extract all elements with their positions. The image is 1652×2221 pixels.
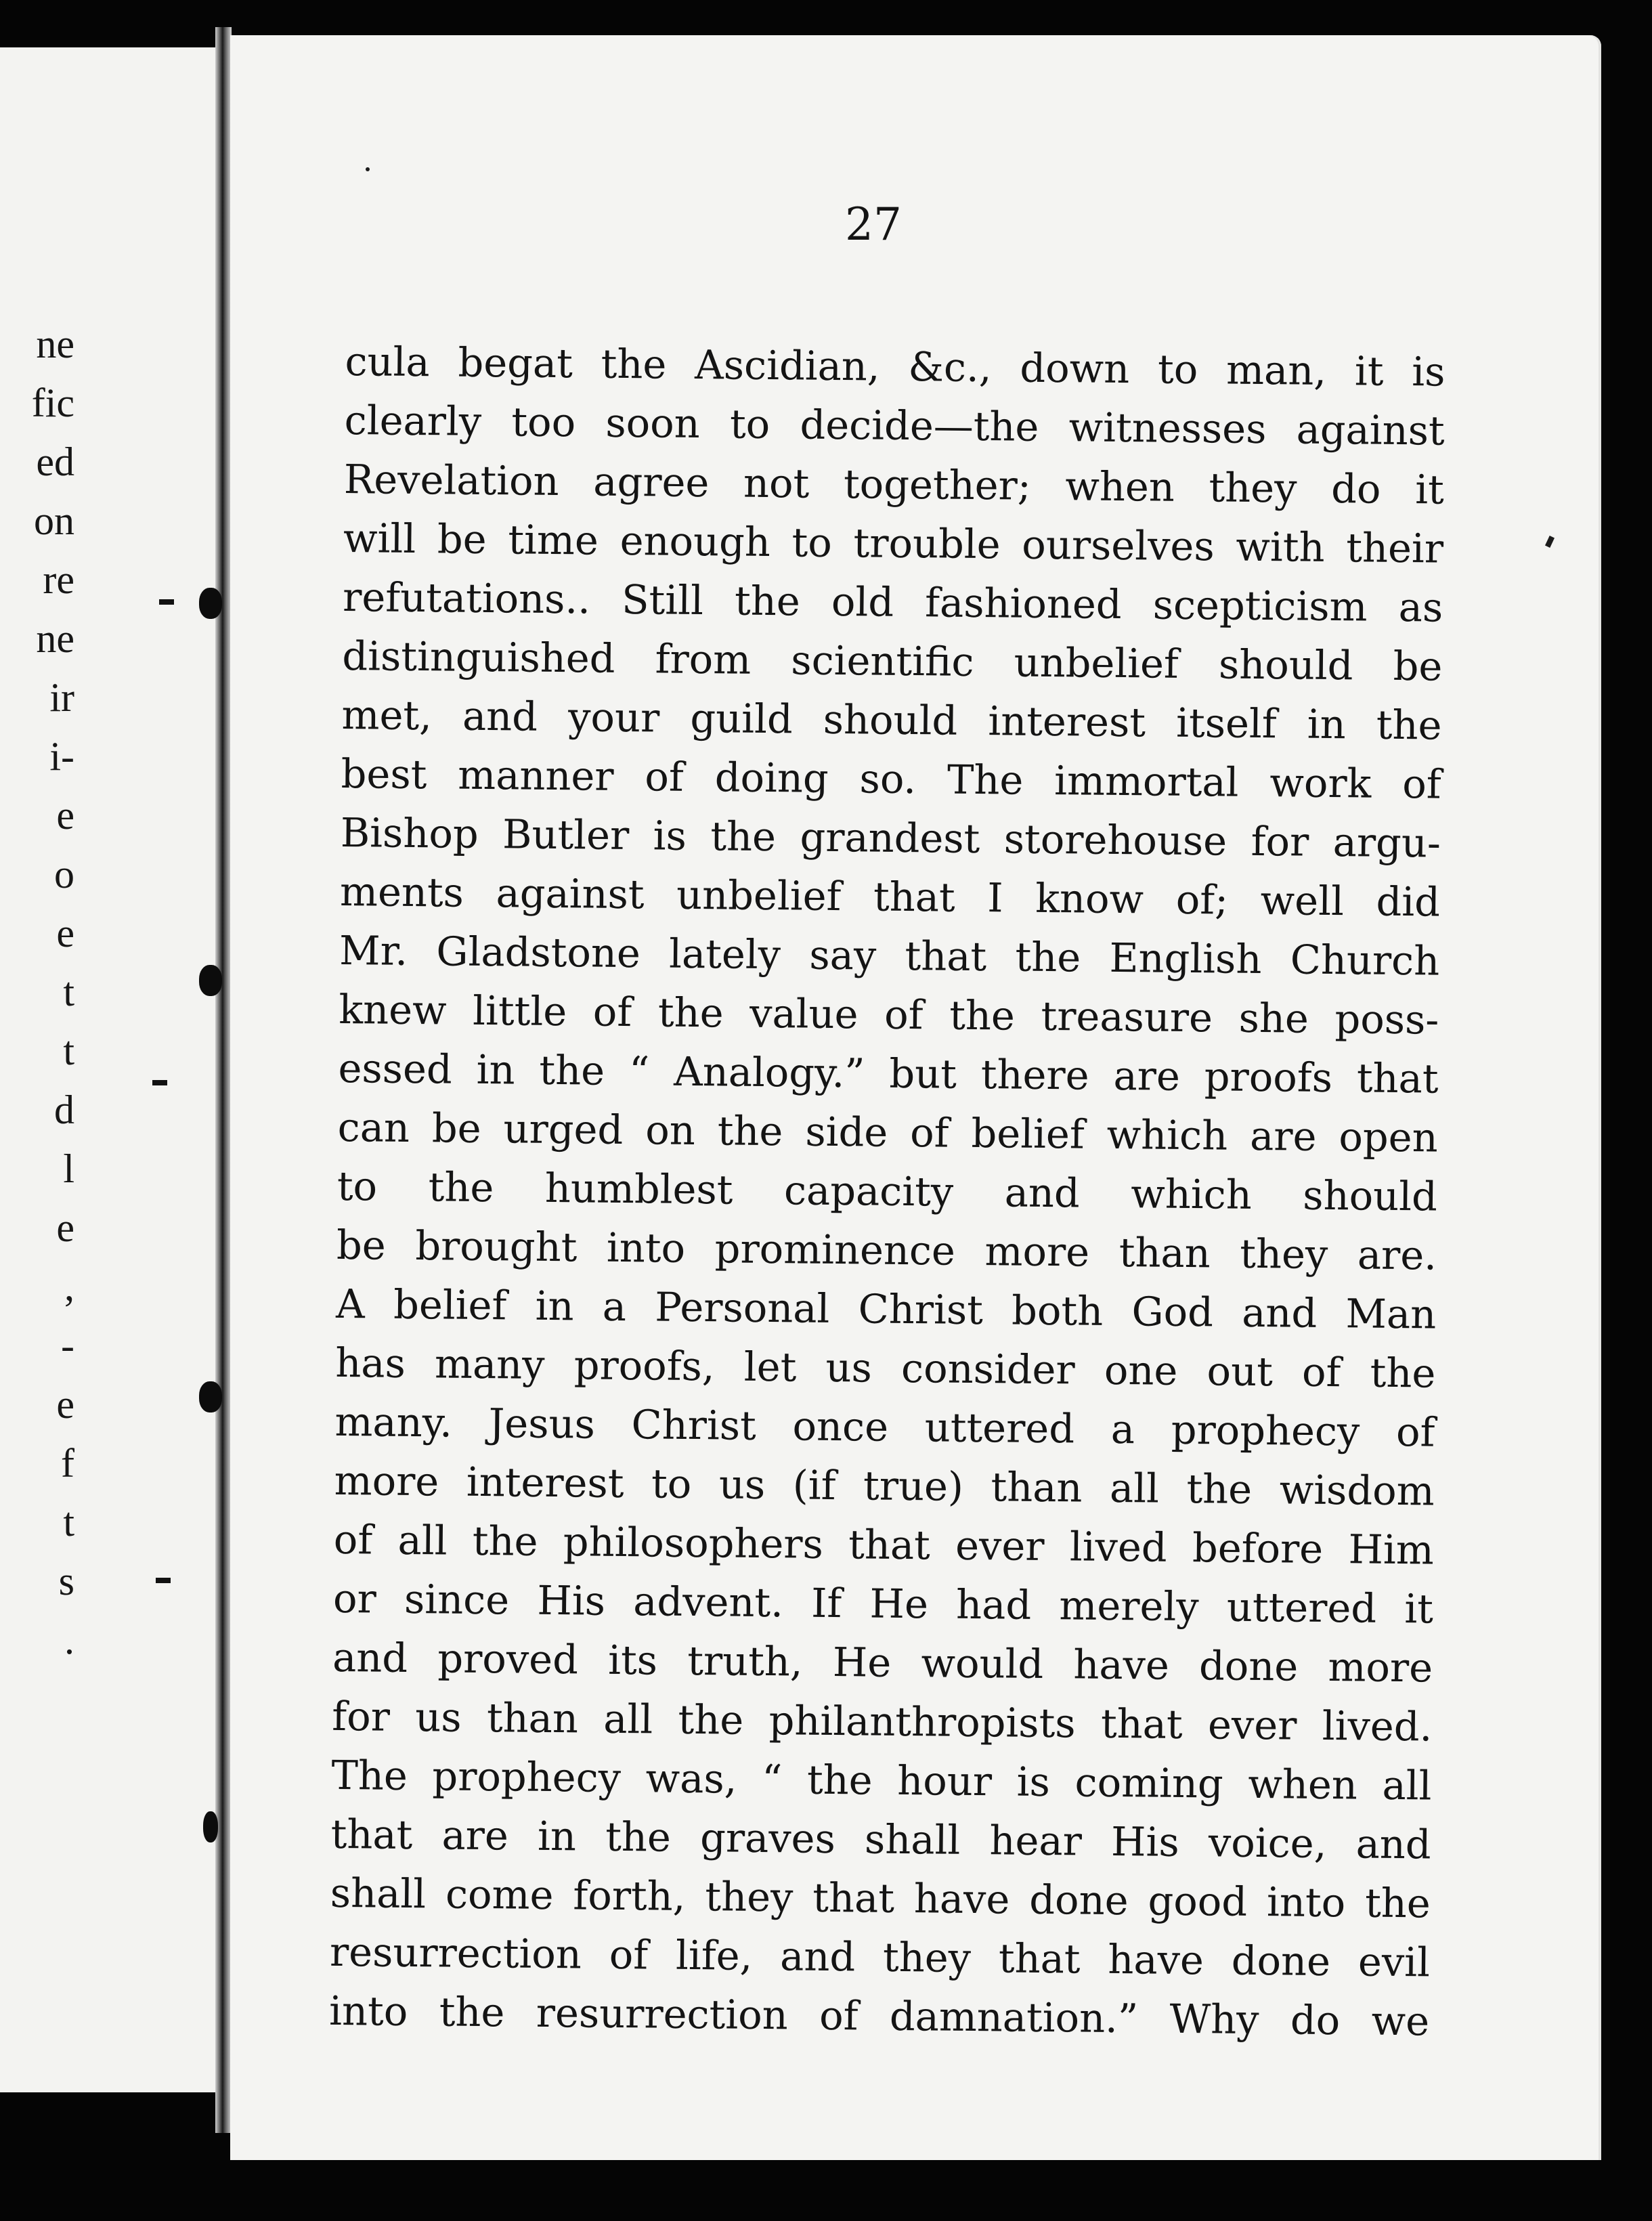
- facing-line-fragment: e: [56, 911, 74, 955]
- facing-line-fragment: t: [63, 1500, 74, 1545]
- text-line: be brought into prominence more than they are.: [336, 1221, 1437, 1279]
- facing-line-fragment: i-: [49, 734, 74, 779]
- facing-line-fragment: ir: [49, 675, 74, 720]
- text-line: knew little of the value of the treasure she poss-: [339, 985, 1439, 1043]
- facing-line-fragment: f: [61, 1441, 74, 1486]
- facing-line-fragment: e: [56, 793, 74, 838]
- binding-stitch: [203, 1811, 218, 1842]
- text-line: will be time enough to trouble ourselves with their: [343, 514, 1444, 572]
- facing-page: [0, 47, 223, 2092]
- facing-page-text: [0, 315, 74, 1670]
- binding-stitch: [199, 588, 222, 619]
- text-line: clearly too soon to decide—the witnesses against: [344, 396, 1446, 454]
- text-line: for us than all the philanthropists that ever lived.: [332, 1692, 1433, 1750]
- text-line: refutations.. Still the old fashioned scepticism as: [342, 573, 1443, 631]
- page-body-text: [329, 332, 1446, 2050]
- book-gutter: [215, 27, 232, 2133]
- binding-mark: [156, 1578, 171, 1583]
- facing-line-fragment: s: [58, 1559, 74, 1603]
- facing-line-fragment: .: [64, 1618, 74, 1662]
- text-line: met, and your guild should interest itself in the: [341, 691, 1442, 749]
- text-line: A belief in a Personal Christ both God and Man: [335, 1280, 1437, 1338]
- facing-line-fragment: t: [63, 970, 74, 1014]
- text-line: has many proofs, let us consider one out of the: [335, 1339, 1436, 1397]
- text-line: of all the philosophers that ever lived before Him: [333, 1515, 1435, 1574]
- text-line: shall come forth, they that have done good into the: [330, 1869, 1431, 1927]
- speck-mark: [1545, 536, 1555, 548]
- text-line: more interest to us (if true) than all the wisdom: [334, 1457, 1435, 1515]
- text-line: into the resurrection of damnation.” Why do we: [328, 1987, 1430, 2045]
- facing-line-fragment: ,: [64, 1264, 74, 1309]
- facing-line-fragment: on: [34, 498, 74, 543]
- text-line: cula begat the Ascidian, &c., down to man, it is: [345, 337, 1446, 395]
- text-line: Bishop Butler is the grandest storehouse for argu-: [340, 808, 1441, 867]
- facing-line-fragment: fic: [31, 381, 74, 425]
- binding-mark: [152, 1080, 167, 1085]
- binding-stitch: [199, 1381, 222, 1413]
- text-line: can be urged on the side of belief which are open: [337, 1103, 1438, 1161]
- text-line: many. Jesus Christ once uttered a prophecy of: [334, 1398, 1435, 1456]
- page-number: 27: [845, 198, 902, 251]
- binding-mark: [159, 599, 174, 605]
- facing-line-fragment: t: [63, 1029, 74, 1073]
- speck-mark: [366, 167, 370, 171]
- text-line: Revelation agree not together; when they do it: [343, 455, 1445, 513]
- facing-line-fragment: l: [63, 1146, 74, 1191]
- text-line: essed in the “ Analogy.” but there are proofs that: [338, 1044, 1439, 1102]
- text-line: distinguished from scientific unbelief should be: [342, 632, 1443, 690]
- facing-line-fragment: -: [61, 1323, 74, 1368]
- text-line: ments against unbelief that I know of; well did: [339, 867, 1441, 926]
- facing-line-fragment: ne: [36, 322, 74, 366]
- facing-line-fragment: d: [54, 1087, 74, 1132]
- text-line: resurrection of life, and they that have done evil: [329, 1928, 1431, 1986]
- text-line: Mr. Gladstone lately say that the English Church: [339, 926, 1440, 985]
- facing-line-fragment: e: [56, 1382, 74, 1427]
- text-line: to the humblest capacity and which should: [336, 1162, 1438, 1220]
- text-line: and proved its truth, He would have done more: [332, 1633, 1433, 1691]
- text-line: that are in the graves shall hear His voice, and: [330, 1810, 1431, 1868]
- facing-line-fragment: ed: [36, 439, 74, 484]
- facing-line-fragment: ne: [36, 616, 74, 661]
- facing-line-fragment: re: [43, 557, 74, 602]
- text-line: The prophecy was, “ the hour is coming when all: [331, 1751, 1432, 1809]
- text-line: or since His advent. If He had merely uttered it: [332, 1574, 1434, 1633]
- text-line: best manner of doing so. The immortal work of: [341, 750, 1441, 808]
- binding-stitch: [199, 965, 222, 996]
- facing-line-fragment: e: [56, 1205, 74, 1250]
- facing-line-fragment: o: [54, 852, 74, 897]
